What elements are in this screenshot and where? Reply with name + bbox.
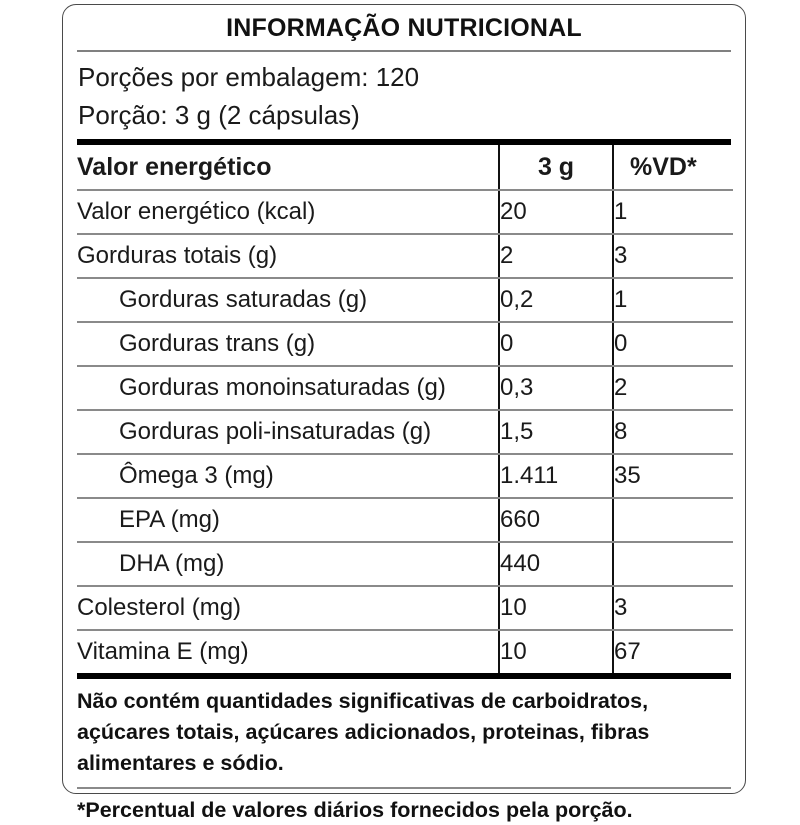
nutrient-amount: 10 <box>499 631 613 673</box>
table-row <box>77 543 733 585</box>
nutrition-table-body <box>77 145 733 673</box>
nutrient-daily-value: 1 <box>613 191 733 233</box>
table-row <box>77 587 733 629</box>
nutrient-amount: 10 <box>499 587 613 629</box>
nutrient-amount: 1.411 <box>499 455 613 497</box>
nutrient-name: Vitamina E (mg) <box>77 638 249 665</box>
nutrient-amount: 0 <box>499 323 613 365</box>
table-row <box>77 499 733 541</box>
table-row <box>77 279 733 321</box>
nutrition-facts-label <box>62 4 746 822</box>
column-header-amount: 3 g <box>499 145 613 189</box>
nutrient-name: Gorduras totais (g) <box>77 242 278 269</box>
nutrient-name: Colesterol (mg) <box>77 594 242 621</box>
nutrition-table <box>77 145 733 673</box>
footnote-line: açúcares totais, açúcares adicionados, proteinas, fibras <box>77 720 650 744</box>
footnote-divider <box>77 787 731 789</box>
nutrient-name: Gorduras monoinsaturadas (g) <box>119 374 446 401</box>
nutrient-daily-value: 3 <box>613 235 733 277</box>
nutrient-amount: 1,5 <box>499 411 613 453</box>
nutrient-name: Gorduras poli-insaturadas (g) <box>119 418 432 445</box>
table-header-row <box>77 145 733 189</box>
nutrient-name: Valor energético (kcal) <box>77 198 316 225</box>
nutrient-amount: 2 <box>499 235 613 277</box>
column-header-daily-value: %VD* <box>613 145 733 189</box>
nutrient-daily-value: 8 <box>613 411 733 453</box>
nutrient-name: DHA (mg) <box>119 550 225 577</box>
nutrient-daily-value <box>613 499 733 541</box>
page-title: INFORMAÇÃO NUTRICIONAL <box>226 14 582 42</box>
table-row <box>77 367 733 409</box>
footnotes <box>77 679 731 825</box>
serving-info <box>77 52 731 139</box>
nutrient-amount: 0,3 <box>499 367 613 409</box>
serving-size: Porção: 3 g (2 cápsulas) <box>78 100 360 130</box>
nutrient-amount: 0,2 <box>499 279 613 321</box>
column-header-nutrient: Valor energético <box>77 152 272 181</box>
nutrient-name: Ômega 3 (mg) <box>119 462 274 489</box>
nutrient-amount: 440 <box>499 543 613 585</box>
nutrient-daily-value: 3 <box>613 587 733 629</box>
table-row <box>77 323 733 365</box>
servings-per-package: Porções por embalagem: 120 <box>78 62 420 92</box>
nutrient-name: Gorduras saturadas (g) <box>119 286 368 313</box>
nutrient-name: EPA (mg) <box>119 506 220 533</box>
table-row <box>77 455 733 497</box>
footnote-line: Não contém quantidades significativas de carboidratos, <box>77 689 649 713</box>
nutrient-amount: 20 <box>499 191 613 233</box>
footnote-line: alimentares e sódio. <box>77 751 284 775</box>
table-row <box>77 411 733 453</box>
nutrient-amount: 660 <box>499 499 613 541</box>
table-row <box>77 191 733 233</box>
table-row <box>77 631 733 673</box>
nutrient-daily-value: 1 <box>613 279 733 321</box>
nutrient-name: Gorduras trans (g) <box>119 330 316 357</box>
nutrient-daily-value: 67 <box>613 631 733 673</box>
nutrient-daily-value: 0 <box>613 323 733 365</box>
nutrient-daily-value <box>613 543 733 585</box>
nutrient-daily-value: 35 <box>613 455 733 497</box>
table-row <box>77 235 733 277</box>
daily-value-footnote: *Percentual de valores diários fornecidos pela porção. <box>77 798 633 822</box>
nutrient-daily-value: 2 <box>613 367 733 409</box>
